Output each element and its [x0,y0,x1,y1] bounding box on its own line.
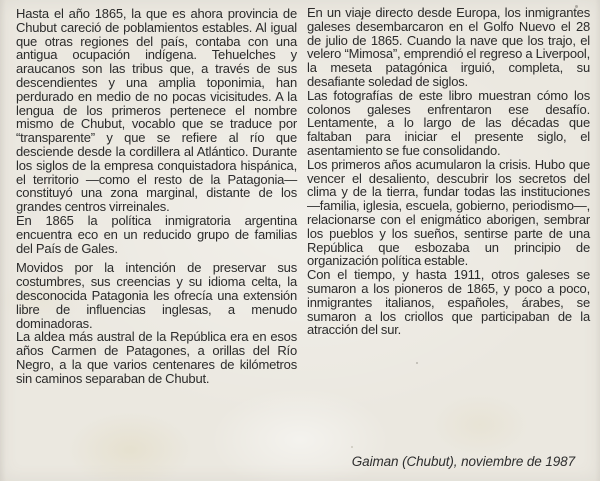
paragraph: Movidos por la intención de preservar sus costumbres, sus creencias y su idioma celta, la desconocida Patagonia les ofrecía una extensión libre de influencias inglesas, a menudo dominadoras. [16,260,297,331]
scan-speck [575,5,578,8]
paragraph: Los primeros años acumularon la crisis. Hubo que vencer el desaliento, descubrir los secretos del clima y de la tierra, fundar todas las instituciones —familia, iglesia, escuela, gobierno, periodismo—, relacionarse con el enigmático aborigen, sembrar los pueblos y los sueños, sentirse parte de una República que esbozaba un principio de organización política estable. [307,156,590,269]
paragraph: Las fotografías de este libro muestran cómo los colonos galeses enfrentaron ese desafío. Lentamente, a lo largo de las décadas que faltaban para iniciar el presente siglo, el asentamiento se fue consolidando. [307,87,590,158]
paragraph: En 1865 la política inmigratoria argentina encuentra eco en un reducido grupo de familias del País de Gales. [16,212,297,256]
paragraph: La aldea más austral de la República era en esos años Carmen de Patagones, a orillas del Río Negro, a la que varios centenares de kilómetros sin caminos separaban de Chubut. [16,329,297,386]
scan-speck [416,362,418,364]
left-column [16,7,297,386]
scan-speck [351,446,353,448]
credit-line: Gaiman (Chubut), noviembre de 1987 [351,454,575,469]
right-column [307,6,590,337]
paragraph: Hasta el año 1865, la que es ahora provincia de Chubut careció de poblamientos estables. Al igual que otras regiones del país, contaba con una antigua ocupación indígena. Tehuelches y araucanos son las tribus que, a través de sus descendientes y una amplia toponimia, han perdurado en medio de no pocas vicisitudes. A la lengua de los primeros pertenece el nombre mismo de Chubut, vocablo que se traduce por “transparente” y que se refiere al río que desciende desde la cordillera al Atlántico. Durante los siglos de la empresa conquistadora hispánica, el territorio —como el resto de la Patagonia— constituyó una zona marginal, distante de los grandes centros virreinales. [16,6,297,215]
paragraph: Con el tiempo, y hasta 1911, otros galeses se sumaron a los pioneros de 1865, y poco a poco, inmigrantes italianos, españoles, árabes, se sumaron a los criollos que participaban de la atracción del sur. [307,267,590,338]
paragraph: En un viaje directo desde Europa, los inmigrantes galeses desembarcaron en el Golfo Nuevo el 28 de julio de 1865. Cuando la nave que los trajo, el velero “Mimosa”, emprendió el regreso a Liverpool, la meseta patagónica irguió, completa, su desafiante soledad de siglos. [307,5,590,89]
